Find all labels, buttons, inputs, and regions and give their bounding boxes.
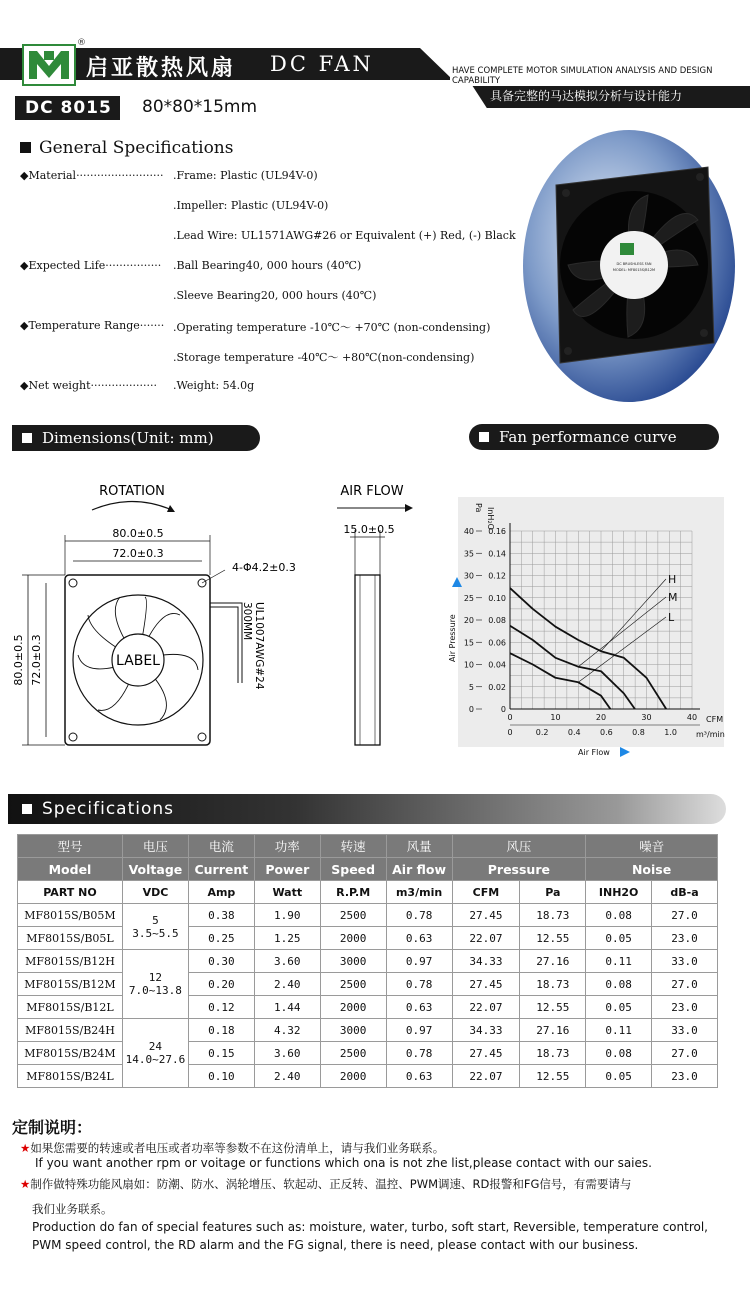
y-axis-title: Air Pressure	[448, 614, 457, 662]
col-header-en: Speed	[320, 858, 386, 881]
x-tick-cfm: 0	[507, 713, 513, 722]
table-cell: 3000	[320, 1019, 386, 1042]
table-cell: 0.63	[386, 1065, 452, 1088]
general-spec-title: General Specifications	[39, 138, 234, 158]
x-tick-m3: 0.8	[632, 728, 645, 737]
hole-dim: 4-Φ4.2±0.3	[232, 561, 296, 574]
col-header-cn: 风量	[386, 835, 452, 858]
spec-value: .Impeller: Plastic (UL94V-0)	[173, 199, 329, 212]
y-tick-pa: 40	[463, 527, 474, 536]
specifications-title: Specifications	[42, 799, 175, 819]
col-header-en: Air flow	[386, 858, 452, 881]
y-tick-inh2o: 0.10	[488, 593, 506, 603]
performance-section-header	[469, 424, 719, 450]
y-tick-pa: 15	[463, 638, 474, 648]
table-cell: 4.32	[254, 1019, 320, 1042]
table-cell: 23.0	[652, 1065, 718, 1088]
table-cell: 2500	[320, 904, 386, 927]
table-cell: 0.05	[586, 1065, 652, 1088]
table-cell: 0.97	[386, 950, 452, 973]
x-tick-cfm: 10	[550, 713, 561, 722]
part-number-cell: MF8015S/B12L	[18, 996, 123, 1019]
spec-value: .Frame: Plastic (UL94V-0)	[173, 169, 318, 182]
series-label-M: M	[668, 591, 678, 604]
y-tick-inh2o: 0.02	[488, 682, 506, 692]
table-cell: 22.07	[452, 996, 520, 1019]
spec-value: .Ball Bearing40, 000 hours (40℃)	[173, 259, 362, 272]
col-header-en: Noise	[586, 858, 718, 881]
part-number-cell: MF8015S/B24L	[18, 1065, 123, 1088]
table-cell: 12.55	[520, 927, 586, 950]
note-2-en: Production do fan of special features such as: moisture, water, turbo, soft start, Reversible, temperature control, PWM speed control, the RD alarm and the FG signal, there is need, please contact with our business.	[32, 1220, 708, 1252]
width-inner-dim: 72.0±0.3	[112, 547, 164, 560]
units-row	[18, 881, 718, 904]
col-header-en: Pressure	[452, 858, 586, 881]
table-row	[18, 950, 718, 973]
col-header-cn: 功率	[254, 835, 320, 858]
spec-value: .Sleeve Bearing20, 000 hours (40℃)	[173, 289, 377, 302]
header-row-cn	[18, 835, 718, 858]
table-cell: 0.08	[586, 973, 652, 996]
capability-caption-cn: 具备完整的马达模拟分析与设计能力	[490, 89, 683, 103]
capability-caption-en: HAVE COMPLETE MOTOR SIMULATION ANALYSIS AND DESIGN CAPABILITY	[450, 66, 750, 86]
part-number-cell: MF8015S/B24H	[18, 1019, 123, 1042]
col-header-en: Voltage	[122, 858, 188, 881]
table-row	[18, 904, 718, 927]
table-cell: 18.73	[520, 973, 586, 996]
general-spec-heading	[20, 138, 233, 158]
header-row-en	[18, 858, 718, 881]
spec-label: ◆Temperature Range·······	[20, 319, 165, 332]
table-cell: 27.0	[652, 973, 718, 996]
table-cell: 0.05	[586, 996, 652, 1019]
x-unit-primary: CFM	[706, 715, 724, 724]
table-cell: 27.45	[452, 904, 520, 927]
voltage-cell	[122, 1019, 188, 1088]
y-tick-inh2o: 0.16	[488, 527, 506, 536]
voltage-nominal: 5	[152, 913, 159, 927]
y-unit-primary: Pa	[474, 503, 483, 513]
y-tick-pa: 30	[463, 571, 474, 581]
unit-cell: Watt	[254, 881, 320, 904]
part-number-cell: MF8015S/B12M	[18, 973, 123, 996]
y-unit-secondary: InH₂O	[486, 507, 495, 530]
spec-label: ◆Net weight···················	[20, 379, 157, 392]
brand-logo	[22, 38, 86, 86]
square-bullet-icon	[22, 804, 32, 814]
table-cell: 0.38	[188, 904, 254, 927]
table-cell: 12.55	[520, 996, 586, 1019]
y-tick-pa: 35	[463, 549, 474, 559]
table-cell: 18.73	[520, 904, 586, 927]
note-text: 制作做特殊功能风扇如：防潮、防水、涡轮增压、软起动、正反转、温控、PWM调速、RD报警和FG信号，有需要请与	[30, 1177, 632, 1191]
table-row	[18, 1019, 718, 1042]
voltage-cell	[122, 950, 188, 1019]
square-bullet-icon	[20, 142, 31, 153]
table-cell: 2.40	[254, 973, 320, 996]
table-cell: 0.05	[586, 927, 652, 950]
table-cell: 27.16	[520, 1019, 586, 1042]
table-cell: 0.11	[586, 1019, 652, 1042]
voltage-range: 14.0~27.6	[125, 1053, 186, 1066]
table-body	[18, 904, 718, 1088]
height-inner-dim: 72.0±0.3	[30, 634, 43, 686]
model-size: 80*80*15mm	[142, 97, 258, 117]
voltage-nominal: 12	[148, 971, 163, 984]
note-text: 如果您需要的转速或者电压或者功率等参数不在这份清单上，请与我们业务联系。	[30, 1141, 445, 1155]
y-tick-pa: 5	[468, 682, 474, 692]
fan-photo-illustration	[548, 165, 718, 365]
spec-label: ◆Expected Life················	[20, 259, 162, 272]
unit-cell: CFM	[452, 881, 520, 904]
x-unit-secondary: m³/min	[696, 730, 725, 739]
x-tick-m3: 0.4	[567, 728, 581, 737]
table-cell: 23.0	[652, 927, 718, 950]
logo-icon	[24, 46, 74, 84]
col-header-cn: 转速	[320, 835, 386, 858]
table-cell: 0.11	[586, 950, 652, 973]
photo-label-line: MODEL: MF8015S/B12M	[612, 268, 656, 272]
wire-length: 300MM	[241, 602, 253, 641]
x-tick-m3: 0.2	[535, 728, 549, 737]
table-cell: 1.44	[254, 996, 320, 1019]
y-tick-pa: 20	[463, 616, 474, 625]
col-header-en: Current	[188, 858, 254, 881]
col-header-cn: 风压	[452, 835, 586, 858]
table-cell: 27.45	[452, 973, 520, 996]
table-cell: 27.0	[652, 1042, 718, 1065]
table-cell: 0.18	[188, 1019, 254, 1042]
brand-title-cn: 启亚散热风扇	[86, 55, 237, 81]
table-cell: 22.07	[452, 927, 520, 950]
unit-cell: INH2O	[586, 881, 652, 904]
performance-chart	[448, 497, 725, 759]
voltage-nominal: 24	[148, 1040, 163, 1053]
unit-cell: VDC	[122, 881, 188, 904]
specifications-section-header	[8, 794, 726, 824]
table-cell: 3.60	[254, 950, 320, 973]
table-cell: 2000	[320, 927, 386, 950]
table-cell: 1.90	[254, 904, 320, 927]
y-tick-inh2o: 0.04	[488, 660, 506, 670]
table-cell: 0.12	[188, 996, 254, 1019]
star-icon: ★	[20, 1177, 31, 1191]
airflow-label: AIR FLOW	[340, 484, 404, 499]
table-cell: 0.63	[386, 927, 452, 950]
table-cell: 3.60	[254, 1042, 320, 1065]
note-2-cn	[20, 1175, 738, 1193]
table-cell: 0.20	[188, 973, 254, 996]
table-cell: 27.45	[452, 1042, 520, 1065]
arrow-right-icon	[620, 747, 630, 757]
col-header-en: Power	[254, 858, 320, 881]
col-header-en: Model	[18, 858, 123, 881]
height-outer-dim: 80.0±0.5	[12, 634, 25, 686]
spec-value: .Operating temperature -10℃～ +70℃ (non-condensing)	[173, 321, 491, 334]
x-tick-cfm: 20	[595, 713, 607, 722]
dimensions-title: Dimensions(Unit: mm)	[42, 429, 214, 447]
table-cell: 0.78	[386, 1042, 452, 1065]
table-cell: 27.0	[652, 904, 718, 927]
spec-table	[17, 834, 718, 1088]
series-label-L: L	[668, 611, 675, 624]
spec-label: ◆Material·························	[20, 169, 164, 182]
series-label-H: H	[668, 573, 677, 586]
table-cell: 34.33	[452, 1019, 520, 1042]
table-cell: 33.0	[652, 950, 718, 973]
y-tick-pa: 0	[468, 705, 474, 714]
table-cell: 2500	[320, 973, 386, 996]
x-tick-cfm: 40	[686, 713, 698, 722]
product-title-en: DC FAN	[270, 52, 374, 76]
y-tick-pa: 25	[463, 593, 474, 603]
table-cell: 0.78	[386, 904, 452, 927]
y-tick-pa: 10	[463, 660, 474, 670]
table-cell: 33.0	[652, 1019, 718, 1042]
table-cell: 2.40	[254, 1065, 320, 1088]
table-cell: 3000	[320, 950, 386, 973]
width-outer-dim: 80.0±0.5	[112, 527, 164, 540]
table-cell: 0.10	[188, 1065, 254, 1088]
table-cell: 34.33	[452, 950, 520, 973]
wire-spec: UL1007AWG#24	[253, 602, 265, 690]
y-tick-inh2o: 0.12	[488, 571, 506, 581]
unit-cell: Pa	[520, 881, 586, 904]
y-tick-inh2o: 0.08	[488, 616, 506, 625]
voltage-range: 3.5~5.5	[132, 926, 179, 940]
voltage-range: 7.0~13.8	[128, 984, 182, 997]
part-number-cell: MF8015S/B05L	[18, 927, 123, 950]
square-bullet-icon	[22, 433, 32, 443]
spec-value: .Storage temperature -40℃～ +80℃(non-condensing)	[173, 351, 475, 364]
col-header-cn: 噪音	[586, 835, 718, 858]
x-axis-title: Air Flow	[578, 748, 610, 757]
table-cell: 0.25	[188, 927, 254, 950]
y-tick-inh2o: 0.06	[488, 638, 506, 648]
rotation-label: ROTATION	[99, 484, 165, 499]
dimensions-section-header	[12, 425, 260, 451]
performance-title: Fan performance curve	[499, 428, 677, 446]
spec-value: .Lead Wire: UL1571AWG#26 or Equivalent (+) Red, (-) Black	[173, 229, 516, 242]
photo-label-line: DC BRUSHLESS FAN	[616, 262, 652, 266]
table-cell: 0.08	[586, 1042, 652, 1065]
notes-title: 定制说明：	[12, 1118, 93, 1137]
part-number-cell: MF8015S/B12H	[18, 950, 123, 973]
table-cell: 22.07	[452, 1065, 520, 1088]
x-tick-m3: 0.6	[600, 728, 613, 737]
unit-cell: Amp	[188, 881, 254, 904]
table-cell: 2000	[320, 996, 386, 1019]
col-header-cn: 电压	[122, 835, 188, 858]
unit-cell: dB-a	[652, 881, 718, 904]
table-cell: 27.16	[520, 950, 586, 973]
unit-cell: R.P.M	[320, 881, 386, 904]
table-cell: 0.97	[386, 1019, 452, 1042]
table-cell: 0.63	[386, 996, 452, 1019]
table-cell: 0.08	[586, 904, 652, 927]
part-number-cell: MF8015S/B05M	[18, 904, 123, 927]
fan-label-text: LABEL	[116, 653, 160, 669]
depth-dim: 15.0±0.5	[343, 523, 395, 536]
y-tick-inh2o: 0.14	[488, 549, 506, 559]
table-cell: 0.15	[188, 1042, 254, 1065]
x-tick-cfm: 30	[641, 713, 652, 722]
col-header-cn: 电流	[188, 835, 254, 858]
table-cell: 2500	[320, 1042, 386, 1065]
note-1-en: If you want another rpm or voitage or functions which ona is not zhe list,please contact with our saies.	[35, 1156, 652, 1170]
model-badge: DC 8015	[15, 96, 120, 120]
y-tick-inh2o: 0	[500, 705, 506, 714]
spec-value: .Weight: 54.0g	[173, 379, 255, 392]
unit-cell: PART NO	[18, 881, 123, 904]
square-bullet-icon	[479, 432, 489, 442]
x-tick-m3: 1.0	[664, 728, 678, 737]
registered-mark: ®	[77, 38, 86, 48]
voltage-cell	[122, 904, 188, 950]
table-cell: 0.30	[188, 950, 254, 973]
table-cell: 18.73	[520, 1042, 586, 1065]
star-icon: ★	[20, 1141, 31, 1155]
note-2-cn-cont: 我们业务联系。	[32, 1202, 113, 1216]
col-header-cn: 型号	[18, 835, 123, 858]
table-cell: 23.0	[652, 996, 718, 1019]
x-tick-m3: 0	[507, 728, 513, 737]
table-cell: 0.78	[386, 973, 452, 996]
table-cell: 12.55	[520, 1065, 586, 1088]
part-number-cell: MF8015S/B24M	[18, 1042, 123, 1065]
unit-cell: m3/min	[386, 881, 452, 904]
table-cell: 2000	[320, 1065, 386, 1088]
table-cell: 1.25	[254, 927, 320, 950]
dimension-drawing	[10, 475, 440, 755]
